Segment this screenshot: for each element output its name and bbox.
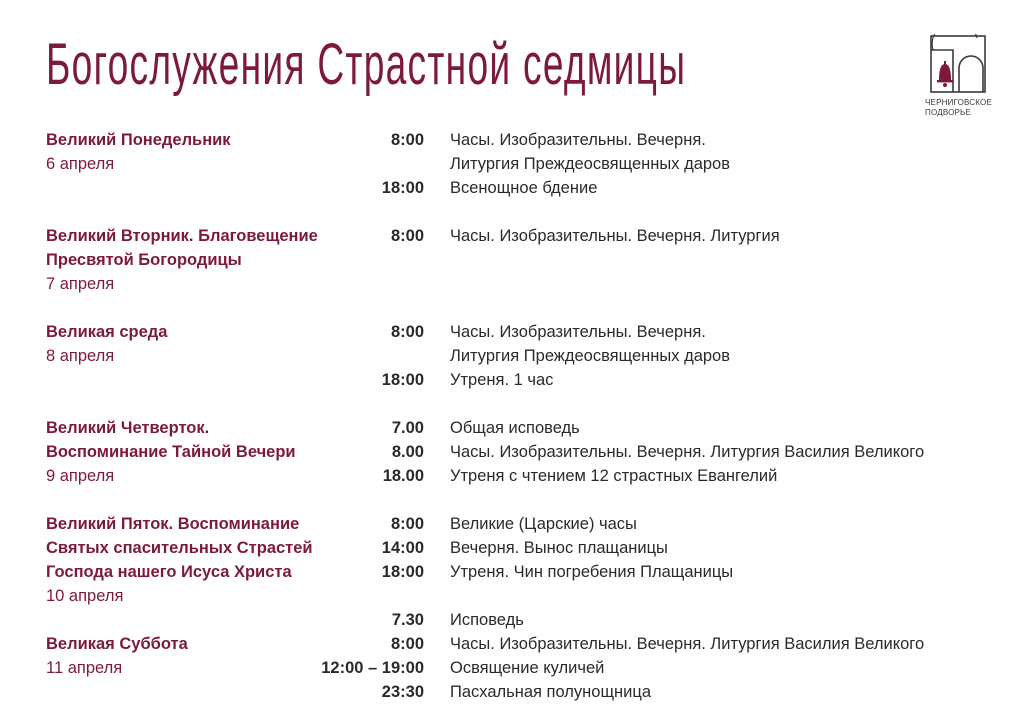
service-time: 18:00 [381,179,424,197]
logo-line-2: ПОДВОРЬЕ [925,108,972,117]
schedule-row [0,248,1024,272]
service-name: Утреня. 1 час [450,371,554,389]
day-block [0,224,1024,296]
day-name: Великая Суббота [46,635,188,653]
service-time: 18.00 [382,467,424,485]
service-time: 7.00 [391,419,424,437]
service-name: Великие (Царские) часы [450,515,637,533]
service-name: Часы. Изобразительны. Вечерня. Литургия Василия Великого [450,443,925,461]
schedule-row [0,680,1024,704]
day-block [0,416,1024,488]
service-name: Часы. Изобразительны. Вечерня. [450,323,706,341]
service-time: 14:00 [381,539,424,557]
schedule-row [0,320,1024,344]
schedule-row [0,512,1024,536]
service-time: 8:00 [390,131,424,149]
service-name: Всенощное бдение [450,179,598,197]
schedule-row [0,632,1024,656]
schedule-row [0,152,1024,176]
schedule-row [0,536,1024,560]
service-time: 8.00 [391,443,424,461]
service-time: 8:00 [390,323,424,341]
day-name: Воспоминание Тайной Вечери [46,443,296,461]
service-name: Часы. Изобразительны. Вечерня. Литургия [450,227,780,245]
schedule-row [0,368,1024,392]
day-date: 9 апреля [46,467,115,485]
service-time: 23:30 [381,683,424,701]
schedule-row [0,560,1024,584]
service-name: Утреня. Чин погребения Плащаницы [450,563,734,581]
day-date: 7 апреля [46,275,115,293]
service-name: Вечерня. Вынос плащаницы [450,539,668,557]
service-time: 18:00 [381,563,424,581]
service-name: Часы. Изобразительны. Вечерня. [450,131,706,149]
day-block [0,320,1024,392]
day-name: Великий Пяток. Воспоминание [46,515,300,533]
day-date: 11 апреля [46,659,123,677]
service-name: Освящение куличей [450,659,605,677]
day-name: Великий Четверток. [46,419,210,437]
logo-line-1: ЧЕРНИГОВСКОЕ [925,98,993,107]
service-time: 7.30 [391,611,424,629]
service-time: 18:00 [381,371,424,389]
schedule-row [0,440,1024,464]
day-block [0,512,1024,704]
day-name: Великая среда [46,323,168,341]
schedule-row [0,224,1024,248]
day-date: 6 апреля [46,155,115,173]
schedule-row [0,272,1024,296]
schedule-row [0,344,1024,368]
day-date: 10 апреля [46,587,124,605]
day-block [0,128,1024,200]
schedule [0,128,1024,728]
day-name: Святых спасительных Страстей [46,539,313,557]
service-time: 8:00 [390,635,424,653]
day-date: 8 апреля [46,347,115,365]
church-logo-icon [925,34,991,96]
service-name: Литургия Преждеосвященных даров [450,347,731,365]
day-name: Пресвятой Богородицы [46,251,242,269]
schedule-row [0,416,1024,440]
schedule-row [0,584,1024,608]
schedule-row [0,656,1024,680]
service-time: 8:00 [390,227,424,245]
day-name: Господа нашего Исуса Христа [46,563,292,581]
service-name: Общая исповедь [450,419,580,437]
day-name: Великий Понедельник [46,131,231,149]
schedule-row [0,464,1024,488]
service-name: Пасхальная полунощница [450,683,652,701]
service-time: 8:00 [390,515,424,533]
service-name: Утреня с чтением 12 страстных Евангелий [450,467,778,485]
day-name: Великий Вторник. Благовещение [46,227,318,245]
service-name: Литургия Преждеосвященных даров [450,155,731,173]
page-title: Богослужения Страстной седмицы [46,32,687,97]
service-name: Исповедь [450,611,524,629]
schedule-row [0,176,1024,200]
schedule-row [0,128,1024,152]
service-time: 12:00 – 19:00 [321,659,424,677]
service-name: Часы. Изобразительны. Вечерня. Литургия Василия Великого [450,635,925,653]
schedule-row [0,608,1024,632]
church-logo [925,34,991,124]
